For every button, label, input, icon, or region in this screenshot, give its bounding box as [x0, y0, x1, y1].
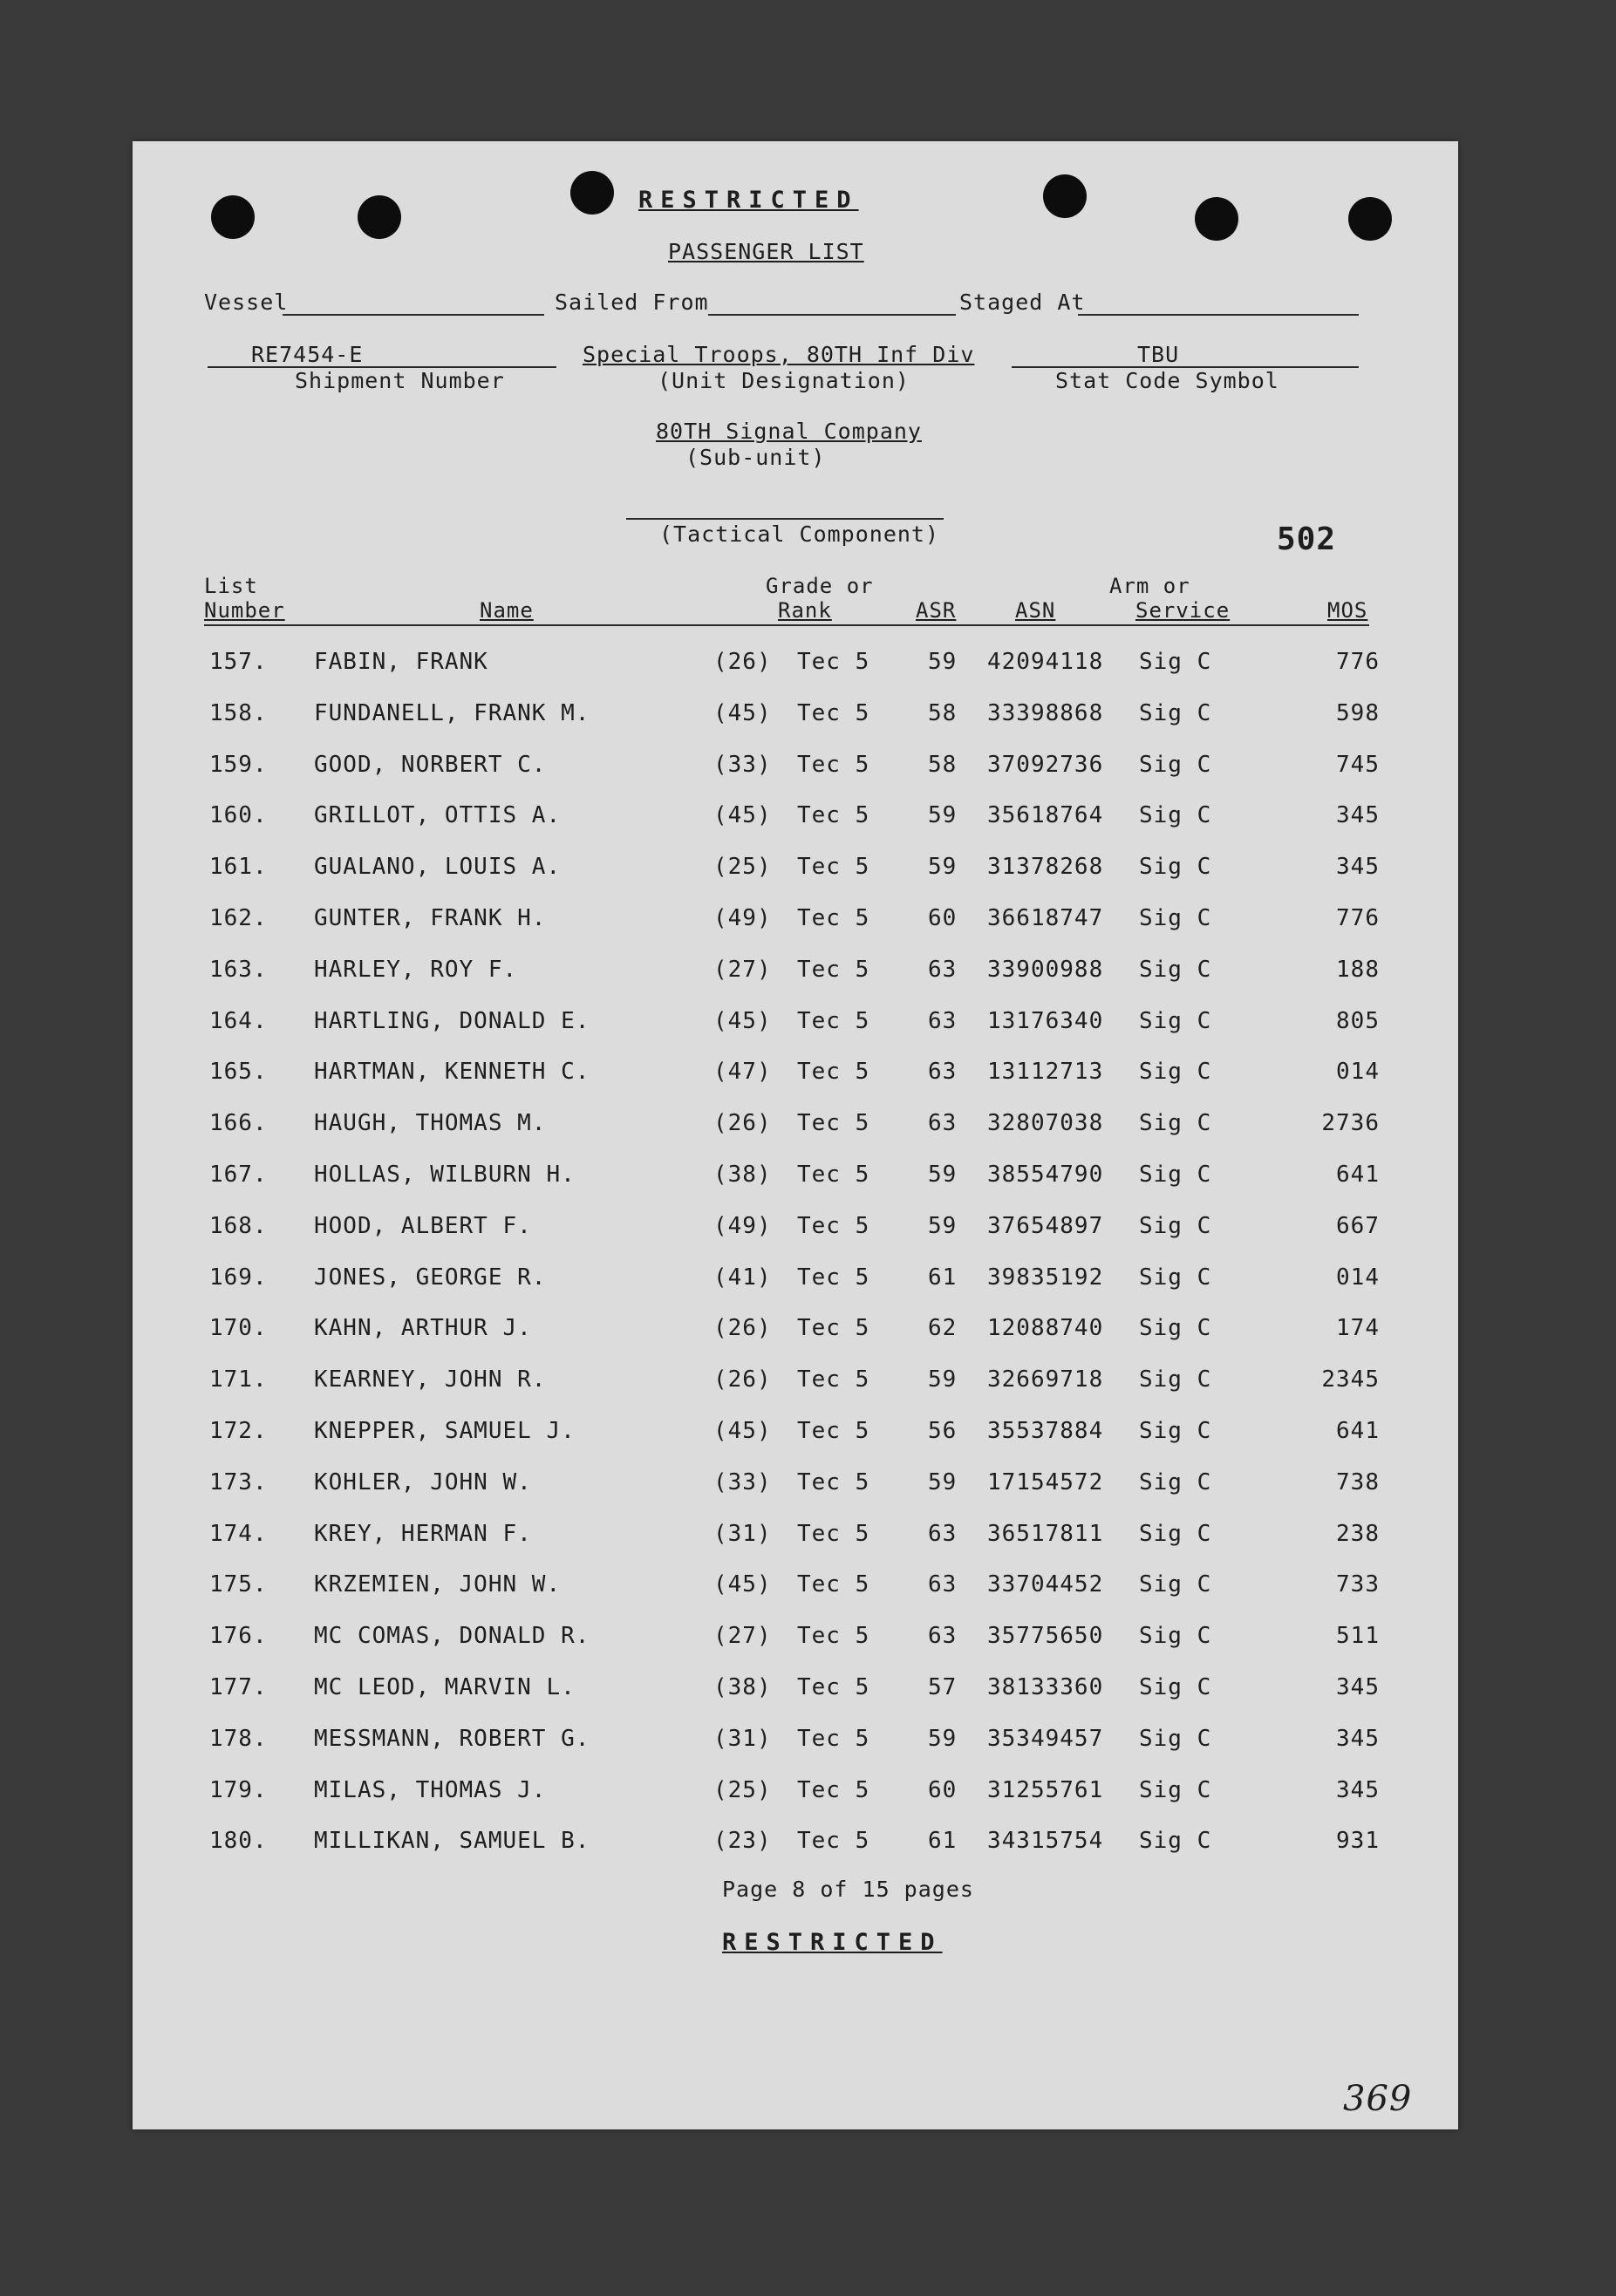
mos-cell: 345 — [1336, 1725, 1380, 1752]
grade-cell: Tec 5 — [797, 854, 870, 881]
mos-cell: 738 — [1336, 1468, 1380, 1495]
grade-cell: Tec 5 — [797, 1418, 870, 1444]
code-cell: (38) — [713, 1674, 772, 1700]
page-info: Page 8 of 15 pages — [722, 1877, 974, 1902]
code-cell: (26) — [713, 1110, 772, 1137]
code-cell: (38) — [713, 1162, 772, 1188]
grade-cell: Tec 5 — [797, 802, 870, 829]
name-cell: KOHLER, JOHN W. — [314, 1468, 532, 1495]
arm-cell: Sig C — [1139, 751, 1212, 778]
list-number-cell: 168. — [209, 1212, 268, 1239]
arm-cell: Sig C — [1139, 1366, 1212, 1393]
code-cell: (45) — [713, 1007, 772, 1034]
list-number-cell: 165. — [209, 1059, 268, 1086]
asr-cell: 58 — [928, 699, 958, 726]
code-cell: (33) — [713, 751, 772, 778]
punch-hole — [1043, 174, 1087, 218]
grade-cell: Tec 5 — [797, 1315, 870, 1342]
vessel-label: Vessel — [204, 290, 289, 315]
name-cell: KNEPPER, SAMUEL J. — [314, 1418, 576, 1444]
col-grade-2: Rank — [778, 598, 832, 623]
asr-cell: 59 — [928, 1212, 958, 1239]
arm-cell: Sig C — [1139, 1674, 1212, 1700]
punch-hole — [358, 195, 401, 239]
stamp-number: 502 — [1277, 521, 1337, 557]
list-number-cell: 176. — [209, 1623, 268, 1650]
grade-cell: Tec 5 — [797, 905, 870, 931]
punch-hole — [570, 171, 614, 215]
code-cell: (26) — [713, 649, 772, 675]
code-cell: (45) — [713, 1418, 772, 1444]
sub-unit: 80TH Signal Company — [656, 419, 922, 444]
list-number-cell: 177. — [209, 1674, 268, 1700]
punch-hole — [1348, 197, 1392, 241]
arm-cell: Sig C — [1139, 1418, 1212, 1444]
header-rule — [204, 624, 1369, 626]
mos-cell: 776 — [1336, 905, 1380, 931]
arm-cell: Sig C — [1139, 1162, 1212, 1188]
arm-cell: Sig C — [1139, 854, 1212, 881]
vessel-field — [283, 314, 544, 316]
list-number-cell: 180. — [209, 1828, 268, 1855]
asr-cell: 60 — [928, 905, 958, 931]
mos-cell: 188 — [1336, 956, 1380, 983]
asr-cell: 59 — [928, 1366, 958, 1393]
arm-cell: Sig C — [1139, 1007, 1212, 1034]
asr-cell: 57 — [928, 1674, 958, 1700]
name-cell: MC COMAS, DONALD R. — [314, 1623, 590, 1650]
list-number-cell: 163. — [209, 956, 268, 983]
mos-cell: 345 — [1336, 1674, 1380, 1700]
code-cell: (45) — [713, 699, 772, 726]
grade-cell: Tec 5 — [797, 1059, 870, 1086]
name-cell: HOLLAS, WILBURN H. — [314, 1162, 576, 1188]
arm-cell: Sig C — [1139, 1264, 1212, 1291]
grade-cell: Tec 5 — [797, 1007, 870, 1034]
list-number-cell: 157. — [209, 649, 268, 675]
asn-cell: 33704452 — [987, 1571, 1104, 1598]
grade-cell: Tec 5 — [797, 1623, 870, 1650]
arm-cell: Sig C — [1139, 1571, 1212, 1598]
arm-cell: Sig C — [1139, 802, 1212, 829]
sailed-from-label: Sailed From — [555, 290, 709, 315]
asr-cell: 59 — [928, 854, 958, 881]
name-cell: GUNTER, FRANK H. — [314, 905, 547, 931]
grade-cell: Tec 5 — [797, 1520, 870, 1547]
asn-cell: 35618764 — [987, 802, 1104, 829]
stat-code-label: Stat Code Symbol — [1055, 368, 1279, 393]
name-cell: MILAS, THOMAS J. — [314, 1776, 547, 1803]
mos-cell: 641 — [1336, 1162, 1380, 1188]
col-asn: ASN — [1015, 598, 1056, 623]
col-arm-1: Arm or — [1109, 574, 1190, 598]
asr-cell: 59 — [928, 1725, 958, 1752]
list-number-cell: 166. — [209, 1110, 268, 1137]
asn-cell: 32669718 — [987, 1366, 1104, 1393]
unit-designation-label: (Unit Designation) — [658, 368, 910, 393]
grade-cell: Tec 5 — [797, 751, 870, 778]
asn-cell: 35775650 — [987, 1623, 1104, 1650]
arm-cell: Sig C — [1139, 1110, 1212, 1137]
mos-cell: 745 — [1336, 751, 1380, 778]
col-list-number-2: Number — [204, 598, 285, 623]
asn-cell: 36618747 — [987, 905, 1104, 931]
asr-cell: 59 — [928, 649, 958, 675]
asn-cell: 33398868 — [987, 699, 1104, 726]
asr-cell: 56 — [928, 1418, 958, 1444]
name-cell: GRILLOT, OTTIS A. — [314, 802, 562, 829]
arm-cell: Sig C — [1139, 699, 1212, 726]
asr-cell: 61 — [928, 1264, 958, 1291]
code-cell: (25) — [713, 854, 772, 881]
asn-cell: 38133360 — [987, 1674, 1104, 1700]
list-number-cell: 174. — [209, 1520, 268, 1547]
asn-cell: 33900988 — [987, 956, 1104, 983]
code-cell: (49) — [713, 905, 772, 931]
document-page — [133, 141, 1458, 2129]
asn-cell: 31255761 — [987, 1776, 1104, 1803]
mos-cell: 174 — [1336, 1315, 1380, 1342]
code-cell: (45) — [713, 802, 772, 829]
col-list-number-1: List — [204, 574, 258, 598]
shipment-number-label: Shipment Number — [295, 368, 505, 393]
code-cell: (31) — [713, 1725, 772, 1752]
name-cell: HARTLING, DONALD E. — [314, 1007, 590, 1034]
mos-cell: 345 — [1336, 802, 1380, 829]
asn-cell: 42094118 — [987, 649, 1104, 675]
document-title: PASSENGER LIST — [668, 239, 864, 264]
stat-code: TBU — [1137, 342, 1180, 367]
grade-cell: Tec 5 — [797, 1264, 870, 1291]
mos-cell: 014 — [1336, 1264, 1380, 1291]
col-grade-1: Grade or — [766, 574, 874, 598]
arm-cell: Sig C — [1139, 956, 1212, 983]
list-number-cell: 179. — [209, 1776, 268, 1803]
list-number-cell: 175. — [209, 1571, 268, 1598]
grade-cell: Tec 5 — [797, 649, 870, 675]
asr-cell: 59 — [928, 1468, 958, 1495]
grade-cell: Tec 5 — [797, 1828, 870, 1855]
asr-cell: 60 — [928, 1776, 958, 1803]
name-cell: KRZEMIEN, JOHN W. — [314, 1571, 562, 1598]
restricted-bottom: RESTRICTED — [722, 1929, 943, 1956]
name-cell: JONES, GEORGE R. — [314, 1264, 547, 1291]
handwritten-number: 369 — [1343, 2079, 1413, 2119]
unit-designation: Special Troops, 80TH Inf Div — [583, 342, 975, 367]
name-cell: GUALANO, LOUIS A. — [314, 854, 562, 881]
list-number-cell: 171. — [209, 1366, 268, 1393]
list-number-cell: 178. — [209, 1725, 268, 1752]
grade-cell: Tec 5 — [797, 1571, 870, 1598]
asn-cell: 35349457 — [987, 1725, 1104, 1752]
mos-cell: 805 — [1336, 1007, 1380, 1034]
code-cell: (23) — [713, 1828, 772, 1855]
asr-cell: 59 — [928, 802, 958, 829]
grade-cell: Tec 5 — [797, 1162, 870, 1188]
list-number-cell: 169. — [209, 1264, 268, 1291]
name-cell: MILLIKAN, SAMUEL B. — [314, 1828, 590, 1855]
mos-cell: 733 — [1336, 1571, 1380, 1598]
grade-cell: Tec 5 — [797, 1674, 870, 1700]
mos-cell: 014 — [1336, 1059, 1380, 1086]
col-mos: MOS — [1327, 598, 1368, 623]
code-cell: (27) — [713, 1623, 772, 1650]
arm-cell: Sig C — [1139, 1623, 1212, 1650]
asn-cell: 12088740 — [987, 1315, 1104, 1342]
arm-cell: Sig C — [1139, 1059, 1212, 1086]
arm-cell: Sig C — [1139, 1520, 1212, 1547]
list-number-cell: 160. — [209, 802, 268, 829]
mos-cell: 511 — [1336, 1623, 1380, 1650]
mos-cell: 345 — [1336, 1776, 1380, 1803]
name-cell: FABIN, FRANK — [314, 649, 488, 675]
list-number-cell: 173. — [209, 1468, 268, 1495]
list-number-cell: 167. — [209, 1162, 268, 1188]
name-cell: KREY, HERMAN F. — [314, 1520, 532, 1547]
name-cell: FUNDANELL, FRANK M. — [314, 699, 590, 726]
asn-cell: 34315754 — [987, 1828, 1104, 1855]
code-cell: (26) — [713, 1366, 772, 1393]
list-number-cell: 158. — [209, 699, 268, 726]
asr-cell: 62 — [928, 1315, 958, 1342]
list-number-cell: 164. — [209, 1007, 268, 1034]
name-cell: MC LEOD, MARVIN L. — [314, 1674, 576, 1700]
arm-cell: Sig C — [1139, 1828, 1212, 1855]
punch-hole — [1195, 197, 1238, 241]
name-cell: HOOD, ALBERT F. — [314, 1212, 532, 1239]
tactical-component-label: (Tactical Component) — [659, 521, 940, 547]
asn-cell: 13176340 — [987, 1007, 1104, 1034]
col-arm-2: Service — [1135, 598, 1231, 623]
list-number-cell: 172. — [209, 1418, 268, 1444]
code-cell: (26) — [713, 1315, 772, 1342]
name-cell: HARLEY, ROY F. — [314, 956, 518, 983]
asn-cell: 39835192 — [987, 1264, 1104, 1291]
list-number-cell: 162. — [209, 905, 268, 931]
arm-cell: Sig C — [1139, 1725, 1212, 1752]
grade-cell: Tec 5 — [797, 1468, 870, 1495]
asr-cell: 63 — [928, 1059, 958, 1086]
restricted-top: RESTRICTED — [638, 187, 859, 214]
code-cell: (41) — [713, 1264, 772, 1291]
mos-cell: 667 — [1336, 1212, 1380, 1239]
code-cell: (45) — [713, 1571, 772, 1598]
asr-cell: 59 — [928, 1162, 958, 1188]
code-cell: (49) — [713, 1212, 772, 1239]
asr-cell: 61 — [928, 1828, 958, 1855]
list-number-cell: 161. — [209, 854, 268, 881]
asn-cell: 35537884 — [987, 1418, 1104, 1444]
grade-cell: Tec 5 — [797, 1212, 870, 1239]
arm-cell: Sig C — [1139, 1315, 1212, 1342]
code-cell: (31) — [713, 1520, 772, 1547]
name-cell: HAUGH, THOMAS M. — [314, 1110, 547, 1137]
asr-cell: 63 — [928, 1571, 958, 1598]
sailed-from-field — [708, 314, 956, 316]
name-cell: KEARNEY, JOHN R. — [314, 1366, 547, 1393]
list-number-cell: 170. — [209, 1315, 268, 1342]
grade-cell: Tec 5 — [797, 1366, 870, 1393]
grade-cell: Tec 5 — [797, 1110, 870, 1137]
code-cell: (27) — [713, 956, 772, 983]
name-cell: GOOD, NORBERT C. — [314, 751, 547, 778]
asr-cell: 63 — [928, 1520, 958, 1547]
asr-cell: 63 — [928, 1110, 958, 1137]
mos-cell: 776 — [1336, 649, 1380, 675]
asn-cell: 37654897 — [987, 1212, 1104, 1239]
arm-cell: Sig C — [1139, 905, 1212, 931]
asn-cell: 13112713 — [987, 1059, 1104, 1086]
mos-cell: 238 — [1336, 1520, 1380, 1547]
asn-cell: 37092736 — [987, 751, 1104, 778]
list-number-cell: 159. — [209, 751, 268, 778]
asr-cell: 63 — [928, 1623, 958, 1650]
grade-cell: Tec 5 — [797, 1725, 870, 1752]
asn-cell: 31378268 — [987, 854, 1104, 881]
col-asr: ASR — [916, 598, 957, 623]
sub-unit-label: (Sub-unit) — [685, 445, 826, 470]
mos-cell: 931 — [1336, 1828, 1380, 1855]
code-cell: (25) — [713, 1776, 772, 1803]
arm-cell: Sig C — [1139, 1468, 1212, 1495]
name-cell: MESSMANN, ROBERT G. — [314, 1725, 590, 1752]
tactical-component-line — [626, 518, 944, 520]
mos-cell: 345 — [1336, 854, 1380, 881]
asr-cell: 58 — [928, 751, 958, 778]
code-cell: (33) — [713, 1468, 772, 1495]
name-cell: KAHN, ARTHUR J. — [314, 1315, 532, 1342]
staged-at-label: Staged At — [959, 290, 1086, 315]
shipment-number: RE7454-E — [251, 342, 364, 367]
asr-cell: 63 — [928, 956, 958, 983]
asn-cell: 17154572 — [987, 1468, 1104, 1495]
grade-cell: Tec 5 — [797, 699, 870, 726]
arm-cell: Sig C — [1139, 1776, 1212, 1803]
name-cell: HARTMAN, KENNETH C. — [314, 1059, 590, 1086]
punch-hole — [211, 195, 255, 239]
mos-cell: 2345 — [1321, 1366, 1380, 1393]
col-name: Name — [480, 598, 534, 623]
arm-cell: Sig C — [1139, 649, 1212, 675]
asn-cell: 36517811 — [987, 1520, 1104, 1547]
asn-cell: 32807038 — [987, 1110, 1104, 1137]
staged-at-field — [1078, 314, 1359, 316]
mos-cell: 598 — [1336, 699, 1380, 726]
asn-cell: 38554790 — [987, 1162, 1104, 1188]
asr-cell: 63 — [928, 1007, 958, 1034]
mos-cell: 641 — [1336, 1418, 1380, 1444]
grade-cell: Tec 5 — [797, 956, 870, 983]
grade-cell: Tec 5 — [797, 1776, 870, 1803]
code-cell: (47) — [713, 1059, 772, 1086]
mos-cell: 2736 — [1321, 1110, 1380, 1137]
arm-cell: Sig C — [1139, 1212, 1212, 1239]
